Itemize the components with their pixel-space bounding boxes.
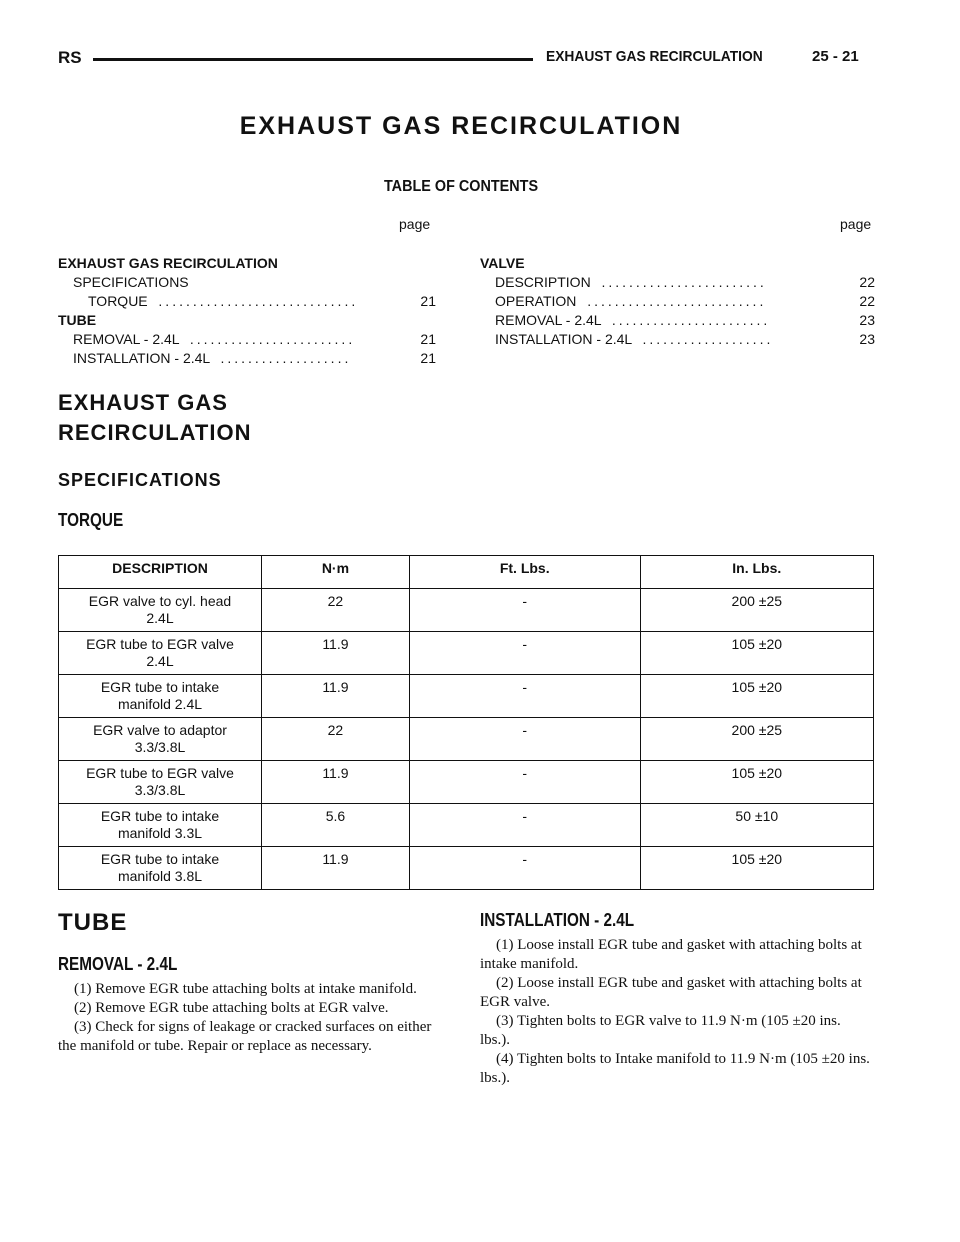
toc-leader-dots: ........................ <box>594 274 767 290</box>
toc-entry[interactable] <box>88 293 436 309</box>
torque-table <box>58 555 874 890</box>
cell-line: manifold 3.8L <box>117 868 203 884</box>
toc-entry[interactable]: EXHAUST GAS RECIRCULATION <box>58 255 278 271</box>
table-cell-ft: - <box>409 761 640 804</box>
table-cell-description <box>59 847 262 890</box>
toc-entry-label: TORQUE <box>88 293 148 309</box>
section-title-line: EXHAUST GAS <box>58 390 228 415</box>
toc-entry-label: INSTALLATION - 2.4L <box>73 350 210 366</box>
cell-line: EGR tube to EGR valve <box>86 636 234 652</box>
toc-entry[interactable]: VALVE <box>480 255 525 271</box>
table-cell-in: 105 ±20 <box>640 632 873 675</box>
table-cell-nm: 11.9 <box>262 761 410 804</box>
installation-step: (1) Loose install EGR tube and gasket with attaching bolts at intake manifold. <box>480 937 862 972</box>
toc-entry-page: 21 <box>420 293 436 309</box>
table-cell-description <box>59 632 262 675</box>
toc-heading: TABLE OF CONTENTS <box>383 178 539 195</box>
column-header: DESCRIPTION <box>59 556 262 589</box>
table-row <box>59 761 874 804</box>
header-rule <box>93 58 533 61</box>
table-row <box>59 675 874 718</box>
column-header: Ft. Lbs. <box>409 556 640 589</box>
table-cell-in: 105 ±20 <box>640 847 873 890</box>
table-cell-in: 200 ±25 <box>640 718 873 761</box>
toc-entry[interactable] <box>495 293 875 309</box>
running-header-section-code: RS <box>58 48 82 67</box>
table-cell-description <box>59 718 262 761</box>
torque-heading: TORQUE <box>58 510 124 530</box>
cell-line: EGR tube to EGR valve <box>86 765 234 781</box>
specifications-heading: SPECIFICATIONS <box>58 470 222 490</box>
table-cell-ft: - <box>409 804 640 847</box>
column-header: N·m <box>262 556 410 589</box>
table-cell-in: 105 ±20 <box>640 675 873 718</box>
table-cell-nm: 11.9 <box>262 675 410 718</box>
toc-entry-label: REMOVAL - 2.4L <box>495 312 602 328</box>
removal-steps <box>58 980 448 1056</box>
table-cell-ft: - <box>409 718 640 761</box>
installation-step: (3) Tighten bolts to EGR valve to 11.9 N·m (105 ±20 ins. lbs.). <box>480 1013 841 1048</box>
column-header: In. Lbs. <box>640 556 873 589</box>
table-row <box>59 632 874 675</box>
toc-entry[interactable]: TUBE <box>58 312 97 328</box>
section-title-line: RECIRCULATION <box>58 420 252 445</box>
table-row <box>59 804 874 847</box>
removal-step: (3) Check for signs of leakage or cracked surfaces on either the manifold or tube. Repair or replace as necessary. <box>58 1019 432 1054</box>
table-cell-description <box>59 804 262 847</box>
cell-line: 3.3/3.8L <box>134 739 186 755</box>
table-cell-description <box>59 589 262 632</box>
toc-leader-dots: ................... <box>213 350 352 366</box>
installation-step: (2) Loose install EGR tube and gasket with attaching bolts at EGR valve. <box>480 975 862 1010</box>
section-title <box>58 388 251 448</box>
toc-entry[interactable] <box>73 350 436 366</box>
table-cell-ft: - <box>409 589 640 632</box>
toc-entry-label: OPERATION <box>495 293 577 309</box>
table-header-row <box>59 556 874 589</box>
cell-line: EGR valve to cyl. head <box>88 593 232 609</box>
table-cell-nm: 22 <box>262 718 410 761</box>
running-header-page-number: 25 - 21 <box>812 48 859 65</box>
table-cell-in: 105 ±20 <box>640 761 873 804</box>
toc-entry-page: 21 <box>420 350 436 366</box>
toc-leader-dots: ........................ <box>182 331 356 347</box>
table-row <box>59 589 874 632</box>
cell-line: manifold 2.4L <box>117 696 203 712</box>
toc-entry-label: REMOVAL - 2.4L <box>73 331 180 347</box>
table-cell-nm: 22 <box>262 589 410 632</box>
cell-line: 2.4L <box>146 610 174 626</box>
table-cell-nm: 11.9 <box>262 847 410 890</box>
toc-page-label-right: page <box>840 216 872 232</box>
table-cell-nm: 11.9 <box>262 632 410 675</box>
toc-entry[interactable]: SPECIFICATIONS <box>73 274 189 290</box>
table-cell-nm: 5.6 <box>262 804 410 847</box>
toc-entry-page: 22 <box>859 293 875 309</box>
installation-heading: INSTALLATION - 2.4L <box>480 910 635 930</box>
toc-leader-dots: .......................... <box>580 293 767 309</box>
tube-section-title: TUBE <box>58 909 128 936</box>
running-header-title: EXHAUST GAS RECIRCULATION <box>546 48 763 65</box>
removal-step: (2) Remove EGR tube attaching bolts at EGR valve. <box>74 1000 389 1016</box>
toc-leader-dots: ............................. <box>151 293 359 309</box>
toc-leader-dots: ....................... <box>604 312 771 328</box>
toc-entry[interactable] <box>495 274 875 290</box>
toc-leader-dots: ................... <box>635 331 774 347</box>
cell-line: 3.3/3.8L <box>134 782 186 798</box>
removal-heading: REMOVAL - 2.4L <box>58 954 178 974</box>
table-cell-description <box>59 761 262 804</box>
table-cell-in: 50 ±10 <box>640 804 873 847</box>
cell-line: 2.4L <box>146 653 174 669</box>
installation-step: (4) Tighten bolts to Intake manifold to 11.9 N·m (105 ±20 ins. lbs.). <box>480 1051 870 1086</box>
cell-line: EGR tube to intake <box>100 808 220 824</box>
cell-line: manifold 3.3L <box>117 825 203 841</box>
cell-line: EGR valve to adaptor <box>93 722 227 738</box>
cell-line: EGR tube to intake <box>100 851 220 867</box>
installation-steps <box>480 936 870 1088</box>
toc-entry-page: 21 <box>420 331 436 347</box>
toc-entry-label: INSTALLATION - 2.4L <box>495 331 632 347</box>
table-cell-ft: - <box>409 675 640 718</box>
table-cell-ft: - <box>409 847 640 890</box>
table-cell-in: 200 ±25 <box>640 589 873 632</box>
cell-line: EGR tube to intake <box>100 679 220 695</box>
toc-entry[interactable] <box>495 312 875 328</box>
toc-entry-page: 23 <box>859 312 875 328</box>
toc-entry[interactable] <box>495 331 875 347</box>
toc-entry-label: DESCRIPTION <box>495 274 591 290</box>
document-title: EXHAUST GAS RECIRCULATION <box>239 112 683 140</box>
toc-entry-page: 23 <box>859 331 875 347</box>
toc-entry[interactable] <box>73 331 436 347</box>
toc-page-label-left: page <box>399 216 431 232</box>
table-row <box>59 718 874 761</box>
removal-step: (1) Remove EGR tube attaching bolts at intake manifold. <box>74 981 417 997</box>
table-cell-ft: - <box>409 632 640 675</box>
table-row <box>59 847 874 890</box>
table-cell-description <box>59 675 262 718</box>
toc-entry-page: 22 <box>859 274 875 290</box>
